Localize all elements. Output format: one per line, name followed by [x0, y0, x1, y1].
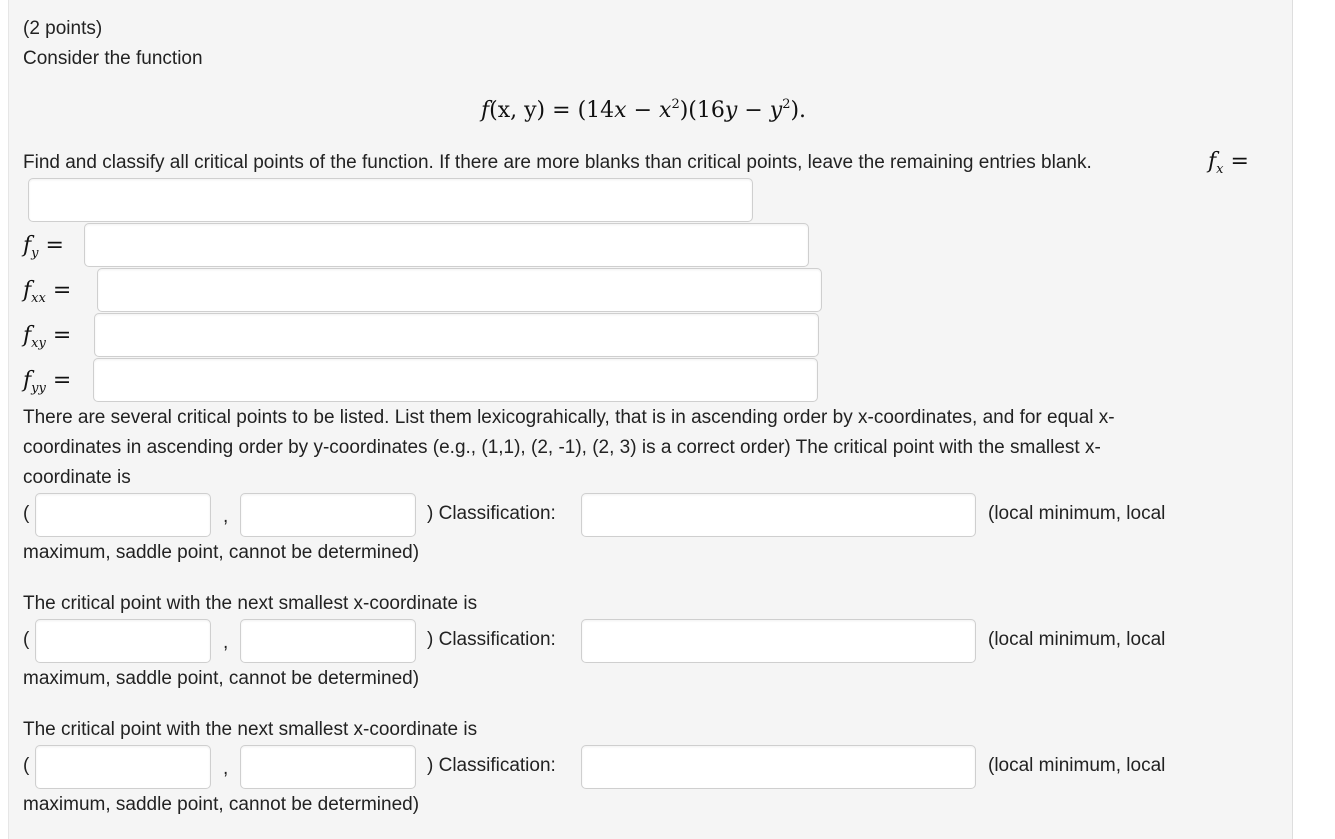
cp1-classification-input[interactable]	[581, 493, 976, 537]
formula-f1-minus: −	[626, 98, 660, 123]
cp1-comma: ,	[223, 506, 229, 527]
cp3-open-paren: (	[23, 755, 30, 776]
list-instructions-line2: coordinates in ascending order by y-coordinates (e.g., (1,1), (2, -1), (2, 3) is a correct order) The critical point with the smallest x-	[23, 437, 1101, 458]
formula-f1-open: (14	[577, 98, 615, 123]
fx-label: $f_x$ =	[1208, 149, 1249, 177]
list-instructions-line3: coordinate is	[23, 467, 131, 488]
fyy-label: $f_{yy}$ =	[23, 368, 72, 396]
fy-label: $f_y$ =	[23, 233, 64, 261]
cp3-classification-input[interactable]	[581, 745, 976, 789]
cp1-open-paren: (	[23, 503, 30, 524]
cp3-comma: ,	[223, 758, 229, 779]
cp2-intro: The critical point with the next smallest x-coordinate is	[23, 593, 478, 614]
fxx-label: $f_{xx}$ =	[23, 278, 72, 306]
cp1-classification-label: ) Classification:	[427, 503, 556, 524]
formula-close: ).	[790, 98, 807, 123]
formula-f: f	[481, 98, 490, 123]
cp2-comma: ,	[223, 632, 229, 653]
formula-f2-y2: y	[769, 98, 783, 123]
fyy-input[interactable]	[93, 358, 818, 402]
instructions-text: Find and classify all critical points of the function. If there are more blanks than critical points, leave the remaining entries blank.	[23, 152, 1092, 173]
cp1-x-input[interactable]	[35, 493, 211, 537]
problem-panel	[8, 0, 1293, 839]
cp3-options-b: maximum, saddle point, cannot be determined)	[23, 794, 420, 815]
fy-input[interactable]	[84, 223, 809, 267]
cp2-classification-input[interactable]	[581, 619, 976, 663]
cp1-options-a: (local minimum, local	[988, 503, 1166, 524]
formula-f2-y: y	[724, 98, 738, 123]
fx-input[interactable]	[28, 178, 753, 222]
cp2-options-a: (local minimum, local	[988, 629, 1166, 650]
cp2-y-input[interactable]	[240, 619, 416, 663]
cp3-y-input[interactable]	[240, 745, 416, 789]
fxy-label: $f_{xy}$ =	[23, 323, 72, 351]
cp1-y-input[interactable]	[240, 493, 416, 537]
cp3-x-input[interactable]	[35, 745, 211, 789]
list-instructions-line1: There are several critical points to be listed. List them lexicograhically, that is in ascending order by x-coordinates, and for equal x-	[23, 407, 1115, 428]
formula-args: (x, y)	[489, 98, 546, 123]
cp3-options-a: (local minimum, local	[988, 755, 1166, 776]
formula-f2-minus: −	[737, 98, 770, 123]
formula-f1-x: x	[614, 98, 627, 123]
cp1-options-b: maximum, saddle point, cannot be determined)	[23, 542, 420, 563]
formula-f2-open: )(16	[679, 98, 725, 123]
cp2-options-b: maximum, saddle point, cannot be determined)	[23, 668, 420, 689]
function-formula	[481, 98, 806, 124]
cp2-x-input[interactable]	[35, 619, 211, 663]
cp2-open-paren: (	[23, 629, 30, 650]
intro-text: Consider the function	[23, 48, 203, 69]
cp3-intro: The critical point with the next smallest x-coordinate is	[23, 719, 478, 740]
points-label: (2 points)	[23, 18, 103, 39]
formula-sq2: 2	[782, 97, 791, 112]
cp2-classification-label: ) Classification:	[427, 629, 556, 650]
formula-eq: =	[552, 98, 571, 123]
cp3-classification-label: ) Classification:	[427, 755, 556, 776]
formula-sq1: 2	[671, 97, 680, 112]
fxy-input[interactable]	[94, 313, 819, 357]
formula-f1-x2: x	[659, 98, 672, 123]
fxx-input[interactable]	[97, 268, 822, 312]
